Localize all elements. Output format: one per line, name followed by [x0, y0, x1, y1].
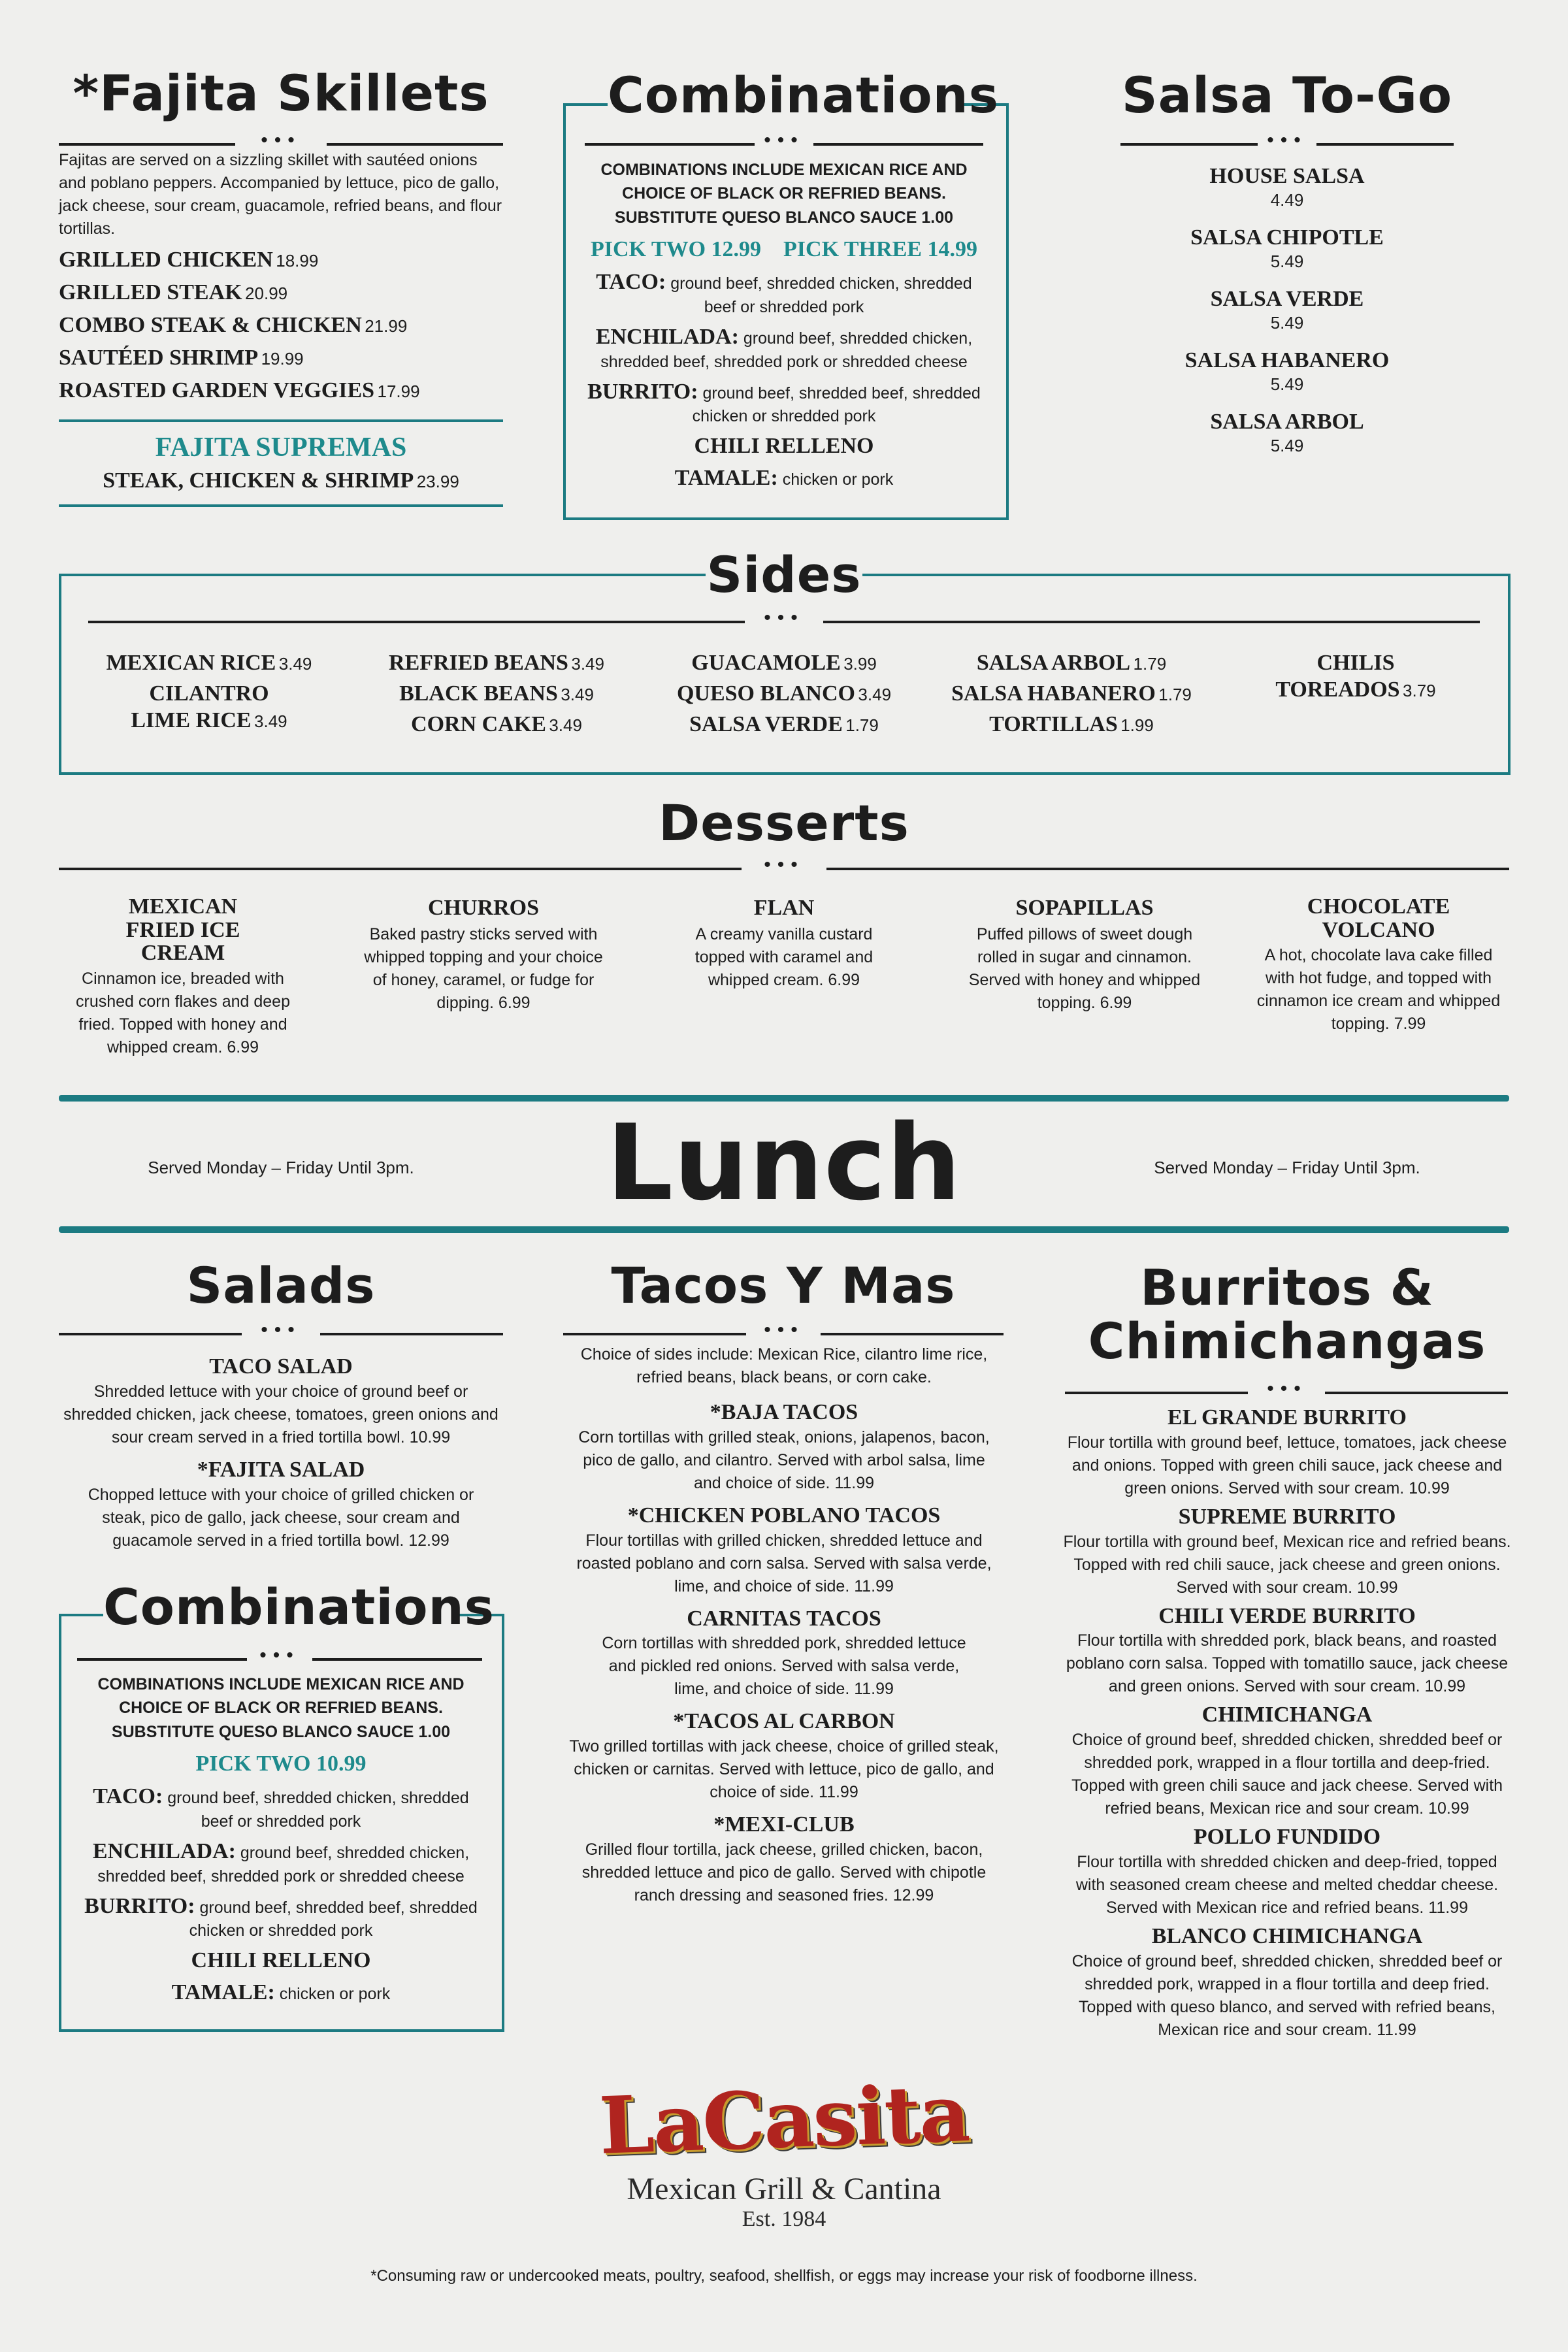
item-desc: ground beef, shredded beef, shredded chicken or shredded pork [189, 1898, 478, 1940]
side-item [640, 711, 928, 738]
item-name: *TACOS AL CARBON [673, 1709, 895, 1734]
dessert-item [960, 895, 1209, 1015]
teal-divider [59, 504, 503, 507]
burritos-title-line1: Burritos & [1140, 1258, 1434, 1316]
item-desc: Flour tortillas with grilled chicken, shredded lettuce and roasted poblano and corn salsa. Served with salsa verde, lime, and choice of side. 11.99 [576, 1531, 992, 1595]
item-name: *MEXI-CLUB [713, 1812, 855, 1837]
divider-dots: ••• [764, 1319, 804, 1341]
brand-tagline: Mexican Grill & Cantina [627, 2172, 941, 2206]
item-price: 4.49 [1270, 189, 1304, 210]
item-name: BLACK BEANS [399, 681, 558, 706]
item-desc: Flour tortilla with shredded pork, black beans, and roasted poblano corn salsa. Topped with tomatillo sauce, jack cheese and green onions. Served with sour cream. 10.99 [1066, 1631, 1509, 1696]
dessert-item [359, 895, 608, 1015]
salad-item [59, 1354, 503, 1449]
item-desc: Shredded lettuce with your choice of ground beef or shredded chicken, jack cheese, tomatoes, green onions and sour cream served in a fried tortilla bowl. 10.99 [63, 1382, 498, 1446]
item-name: *BAJA TACOS [710, 1400, 858, 1424]
fajita-supremas-item [59, 468, 503, 495]
item-desc: Flour tortilla with shredded chicken and deep-fried, topped with seasoned cream cheese and melted cheddar cheese. Served with Mexican rice and refried beans. 11.99 [1075, 1852, 1499, 1917]
combo-item [578, 465, 990, 492]
combo-item [578, 433, 990, 460]
item-desc: ground beef, shredded chicken, shredded beef or shredded pork [167, 1789, 469, 1831]
divider [826, 868, 1509, 870]
item-name: SALSA ARBOL [976, 651, 1131, 675]
salads-title: Salads [186, 1256, 376, 1315]
sides-col-1 [65, 650, 353, 734]
side-item [65, 708, 353, 734]
sides-title: Sides [706, 546, 862, 604]
salads-list [59, 1354, 503, 1552]
brand-wordmark: LaCasita [597, 2067, 971, 2172]
burrito-item [1062, 1603, 1512, 1699]
burritos-title-line2: Chimichangas [1088, 1312, 1486, 1371]
lunch-combinations-pick: PICK TWO 10.99 [195, 1752, 367, 1776]
item-desc: ground beef, shredded beef, shredded chicken or shredded pork [692, 384, 981, 426]
side-item [65, 681, 353, 708]
item-name: *FAJITA SALAD [197, 1457, 365, 1482]
item-desc: chicken or pork [782, 470, 894, 489]
item-price: 3.99 [843, 654, 877, 674]
item-name: SALSA HABANERO [951, 681, 1156, 706]
divider-dots: ••• [261, 1319, 301, 1341]
item-name: SALSA ARBOL [1210, 410, 1364, 434]
divider [77, 1658, 247, 1661]
item-desc: Choice of ground beef, shredded chicken, shredded beef or shredded pork, wrapped in a flour tortilla and deep-fried. Topped with green chili sauce and jack cheese. Served with refried beans, Mexican rice and sour cream. 10.99 [1071, 1731, 1503, 1818]
item-price: 1.79 [1133, 654, 1167, 674]
item-name: STEAK, CHICKEN & SHRIMP [103, 468, 414, 493]
side-item [353, 681, 640, 708]
divider [1065, 1392, 1248, 1394]
salsa-item [1111, 225, 1463, 286]
item-name: TOREADOS [1275, 677, 1400, 702]
item-desc: ground beef, shredded chicken, shredded beef, shredded pork or shredded cheese [600, 329, 973, 371]
divider [59, 143, 235, 146]
item-price: 3.49 [561, 684, 594, 704]
item-name: TAMALE: [674, 466, 778, 491]
item-desc: Grilled flour tortilla, jack cheese, grilled chicken, bacon, shredded lettuce and pico de gallo. Served with chipotle ranch dressing and seasoned fries. 12.99 [581, 1840, 987, 1904]
item-desc: Choice of ground beef, shredded chicken, shredded beef or shredded pork, wrapped in a flour tortilla and deep fried. Topped with queso blanco, and served with refried beans, Mexican rice and sour cream. 11.99 [1071, 1952, 1503, 2039]
dessert-item [660, 895, 908, 992]
burritos-list [1062, 1405, 1512, 2042]
salsa-title: Salsa To-Go [1121, 66, 1453, 124]
divider [823, 621, 1480, 623]
combo-item [578, 379, 990, 429]
fajita-description: Fajitas are served on a sizzling skillet with sautéed onions and poblano peppers. Accompanied by lettuce, pico de gallo, jack cheese, sour cream, guacamole, refried beans, and flour tortillas. [59, 151, 502, 238]
salsa-item [1111, 348, 1463, 409]
lunch-served-left: Served Monday – Friday Until 3pm. [148, 1158, 414, 1177]
item-price: 1.99 [1120, 715, 1154, 735]
item-price: 3.79 [1403, 680, 1436, 700]
combinations-pick: PICK TWO 12.99 PICK THREE 14.99 [591, 237, 977, 261]
item-name: MEXICAN RICE [106, 651, 276, 675]
item-name: SALSA VERDE [689, 711, 843, 736]
item-desc: ground beef, shredded chicken, shredded beef or shredded pork [670, 274, 972, 316]
divider [1325, 1392, 1508, 1394]
divider [1316, 143, 1454, 146]
tacos-list [568, 1399, 1000, 1907]
item-desc: Corn tortillas with shredded pork, shredded lettuce and pickled red onions. Served with salsa verde, lime, and choice of side. 11.99 [602, 1634, 966, 1699]
side-item [640, 681, 928, 708]
combo-item [75, 1838, 487, 1888]
lunch-bottom-rule [59, 1226, 1509, 1233]
item-desc: Corn tortillas with grilled steak, onions, jalapenos, bacon, pico de gallo, and cilantro. Served with arbol salsa, lime and choice of side. 11.99 [578, 1428, 990, 1492]
item-name: CHILI VERDE BURRITO [1158, 1603, 1416, 1628]
combo-item [75, 1948, 487, 1974]
divider [320, 1333, 503, 1335]
item-name: REFRIED BEANS [389, 651, 568, 675]
lunch-combinations-list [75, 1784, 487, 2006]
brand-established: Est. 1984 [742, 2207, 826, 2231]
item-price: 1.79 [845, 715, 879, 735]
item-price: 5.49 [1270, 374, 1304, 394]
item-name: TAMALE: [171, 1980, 275, 2005]
item-name: POLLO FUNDIDO [1193, 1825, 1381, 1850]
burrito-item [1062, 1702, 1512, 1820]
item-desc: Flour tortilla with ground beef, Mexican rice and refried beans. Topped with red chili sauce, jack cheese and green onions. Served with sour cream. 10.99 [1063, 1532, 1511, 1597]
item-price: 19.99 [261, 349, 304, 368]
dessert-item [59, 895, 307, 1059]
teal-divider [59, 419, 503, 422]
divider-dots: ••• [764, 854, 804, 875]
item-name: BLANCO CHIMICHANGA [1151, 1923, 1423, 1948]
item-desc: A hot, chocolate lava cake filled with hot fudge, and topped with cinnamon ice cream and whipped topping. 7.99 [1256, 946, 1501, 1034]
item-name: LIME RICE [131, 708, 252, 732]
side-item [353, 650, 640, 677]
item-desc: Flour tortilla with ground beef, lettuce, tomatoes, jack cheese and onions. Topped with green chili sauce, jack cheese and green onions. Served with sour cream. 10.99 [1067, 1433, 1507, 1497]
item-name: CORN CAKE [411, 711, 546, 736]
taco-item [568, 1606, 1000, 1701]
combo-item [75, 1980, 487, 2006]
food-safety-disclaimer: *Consuming raw or undercooked meats, poultry, seafood, shellfish, or eggs may increase your risk of foodborne illness. [370, 2267, 1198, 2285]
lunch-combinations-note: COMBINATIONS INCLUDE MEXICAN RICE AND CHOICE OF BLACK OR REFRIED BEANS. SUBSTITUTE QUESO BLANCO SAUCE 1.00 [97, 1675, 465, 1741]
divider [1120, 143, 1258, 146]
menu-item [59, 345, 510, 378]
item-price: 3.49 [278, 654, 312, 674]
item-desc: Puffed pillows of sweet dough rolled in sugar and cinnamon. Served with honey and whipped topping. 6.99 [968, 924, 1201, 1012]
item-desc: ground beef, shredded chicken, shredded beef, shredded pork or shredded cheese [97, 1843, 470, 1886]
salsa-list [1111, 163, 1463, 470]
lunch-top-rule [59, 1095, 1509, 1102]
divider-dots: ••• [259, 1644, 300, 1666]
item-desc: chicken or pork [279, 1985, 391, 2004]
item-name: CHURROS [427, 896, 540, 920]
menu-item [59, 280, 510, 312]
item-name: TACO: [93, 1784, 163, 1808]
item-name: GRILLED CHICKEN [59, 248, 273, 272]
sides-col-3 [640, 650, 928, 738]
item-name: FLAN [753, 896, 815, 920]
item-name: CILANTRO [149, 681, 269, 706]
item-name: QUESO BLANCO [676, 681, 855, 706]
item-price: 20.99 [245, 284, 288, 303]
taco-item [568, 1812, 1000, 1907]
item-desc: Baked pastry sticks served with whipped topping and your choice of honey, caramel, or fudge for dipping. 6.99 [364, 924, 603, 1012]
item-name: SALSA CHIPOTLE [1190, 225, 1384, 250]
sides-col-5 [1215, 650, 1496, 704]
combo-item [75, 1784, 487, 1833]
item-name: MEXICAN FRIED ICE CREAM [125, 894, 240, 966]
item-price: 3.49 [571, 654, 604, 674]
divider [59, 1333, 242, 1335]
combo-item [75, 1893, 487, 1943]
item-desc: Cinnamon ice, breaded with crushed corn flakes and deep fried. Topped with honey and whipped cream. 6.99 [76, 970, 290, 1057]
item-name: CHILIS [1316, 651, 1395, 675]
item-desc: Two grilled tortillas with jack cheese, choice of grilled steak, chicken or carnitas. Served with lettuce, pico de gallo, and choice of side. 11.99 [569, 1737, 999, 1802]
divider [59, 868, 742, 870]
item-price: 21.99 [365, 316, 408, 336]
divider-dots: ••• [1267, 1378, 1307, 1399]
burrito-item [1062, 1405, 1512, 1500]
sides-col-4 [928, 650, 1215, 738]
burrito-item [1062, 1923, 1512, 2042]
item-name: ENCHILADA: [92, 1838, 236, 1863]
side-item [1215, 650, 1496, 677]
combinations-note: COMBINATIONS INCLUDE MEXICAN RICE AND CHOICE OF BLACK OR REFRIED BEANS. SUBSTITUTE QUESO BLANCO SAUCE 1.00 [600, 161, 968, 227]
item-name: HOUSE SALSA [1209, 164, 1365, 188]
tacos-intro: Choice of sides include: Mexican Rice, cilantro lime rice, refried beans, black beans, or corn cake. [580, 1345, 988, 1386]
divider-dots: ••• [1267, 129, 1307, 151]
dessert-item [1254, 895, 1503, 1036]
item-name: GUACAMOLE [691, 651, 841, 675]
item-name: CHILI RELLENO [191, 1948, 371, 1973]
divider [88, 621, 745, 623]
divider-dots: ••• [764, 129, 804, 151]
lunch-combinations-title: Combinations [103, 1578, 495, 1636]
lunch-title: Lunch [606, 1102, 962, 1224]
item-price: 3.49 [858, 684, 892, 704]
fajita-list [59, 247, 510, 410]
item-name: CHIMICHANGA [1201, 1703, 1373, 1727]
side-item [928, 681, 1215, 708]
divider [813, 143, 983, 146]
fajita-supremas-title: FAJITA SUPREMAS [155, 433, 407, 463]
divider-dots: ••• [261, 129, 301, 151]
item-price: 23.99 [416, 472, 459, 491]
item-name: SAUTÉED SHRIMP [59, 346, 259, 370]
item-name: CHILI RELLENO [694, 434, 874, 459]
menu-item [59, 378, 510, 410]
menu-item [59, 247, 510, 280]
menu-item [59, 312, 510, 345]
divider-dots: ••• [764, 607, 804, 629]
item-price: 5.49 [1270, 312, 1304, 333]
item-name: SOPAPILLAS [1015, 896, 1154, 920]
item-name: BURRITO: [84, 1893, 195, 1918]
side-item [353, 711, 640, 738]
combo-item [578, 324, 990, 374]
item-price: 17.99 [377, 382, 420, 401]
combinations-title: Combinations [608, 66, 999, 124]
side-item [65, 650, 353, 677]
item-name: TACO SALAD [209, 1354, 353, 1379]
combinations-list [578, 269, 990, 492]
item-name: SALSA VERDE [1210, 287, 1364, 311]
salsa-item [1111, 409, 1463, 470]
taco-item [568, 1503, 1000, 1598]
item-price: 18.99 [276, 251, 319, 270]
combo-item [578, 269, 990, 319]
item-price: 5.49 [1270, 435, 1304, 455]
item-name: ENCHILADA: [595, 324, 739, 349]
side-item [1215, 677, 1496, 704]
tacos-title: Tacos Y Mas [611, 1256, 956, 1315]
burrito-item [1062, 1824, 1512, 1919]
item-name: SUPREME BURRITO [1178, 1504, 1396, 1529]
item-name: *CHICKEN POBLANO TACOS [627, 1503, 941, 1527]
brand-logo [523, 2067, 1045, 2232]
salsa-item [1111, 163, 1463, 225]
item-name: GRILLED STEAK [59, 280, 242, 304]
burritos-title [1065, 1258, 1509, 1371]
item-price: 5.49 [1270, 251, 1304, 271]
item-name: CHOCOLATE VOLCANO [1307, 894, 1450, 942]
fajita-title: *Fajita Skillets [73, 64, 489, 122]
item-name: BURRITO: [587, 379, 698, 404]
taco-item [568, 1399, 1000, 1495]
item-name: SALSA HABANERO [1184, 348, 1390, 372]
item-name: COMBO STEAK & CHICKEN [59, 313, 362, 337]
divider [821, 1333, 1004, 1335]
item-name: TORTILLAS [989, 711, 1118, 736]
burrito-item [1062, 1504, 1512, 1599]
item-desc: Chopped lettuce with your choice of grilled chicken or steak, pico de gallo, jack cheese, sour cream and guacamole served in a fried tortilla bowl. 12.99 [88, 1485, 474, 1550]
divider [585, 143, 755, 146]
desserts-title: Desserts [659, 794, 909, 852]
divider [563, 1333, 746, 1335]
lunch-served-right: Served Monday – Friday Until 3pm. [1154, 1158, 1420, 1177]
side-item [928, 650, 1215, 677]
side-item [928, 711, 1215, 738]
taco-item [568, 1708, 1000, 1804]
sides-col-2 [353, 650, 640, 738]
item-name: ROASTED GARDEN VEGGIES [59, 378, 375, 402]
item-name: CARNITAS TACOS [687, 1606, 881, 1631]
side-item [640, 650, 928, 677]
item-name: TACO: [596, 270, 666, 294]
item-price: 3.49 [254, 711, 287, 731]
divider [327, 143, 503, 146]
divider [312, 1658, 482, 1661]
salad-item [59, 1457, 503, 1552]
item-price: 1.79 [1158, 684, 1192, 704]
item-name: EL GRANDE BURRITO [1168, 1405, 1407, 1429]
item-desc: A creamy vanilla custard topped with caramel and whipped cream. 6.99 [694, 924, 874, 989]
salsa-item [1111, 286, 1463, 348]
item-price: 3.49 [549, 715, 582, 735]
